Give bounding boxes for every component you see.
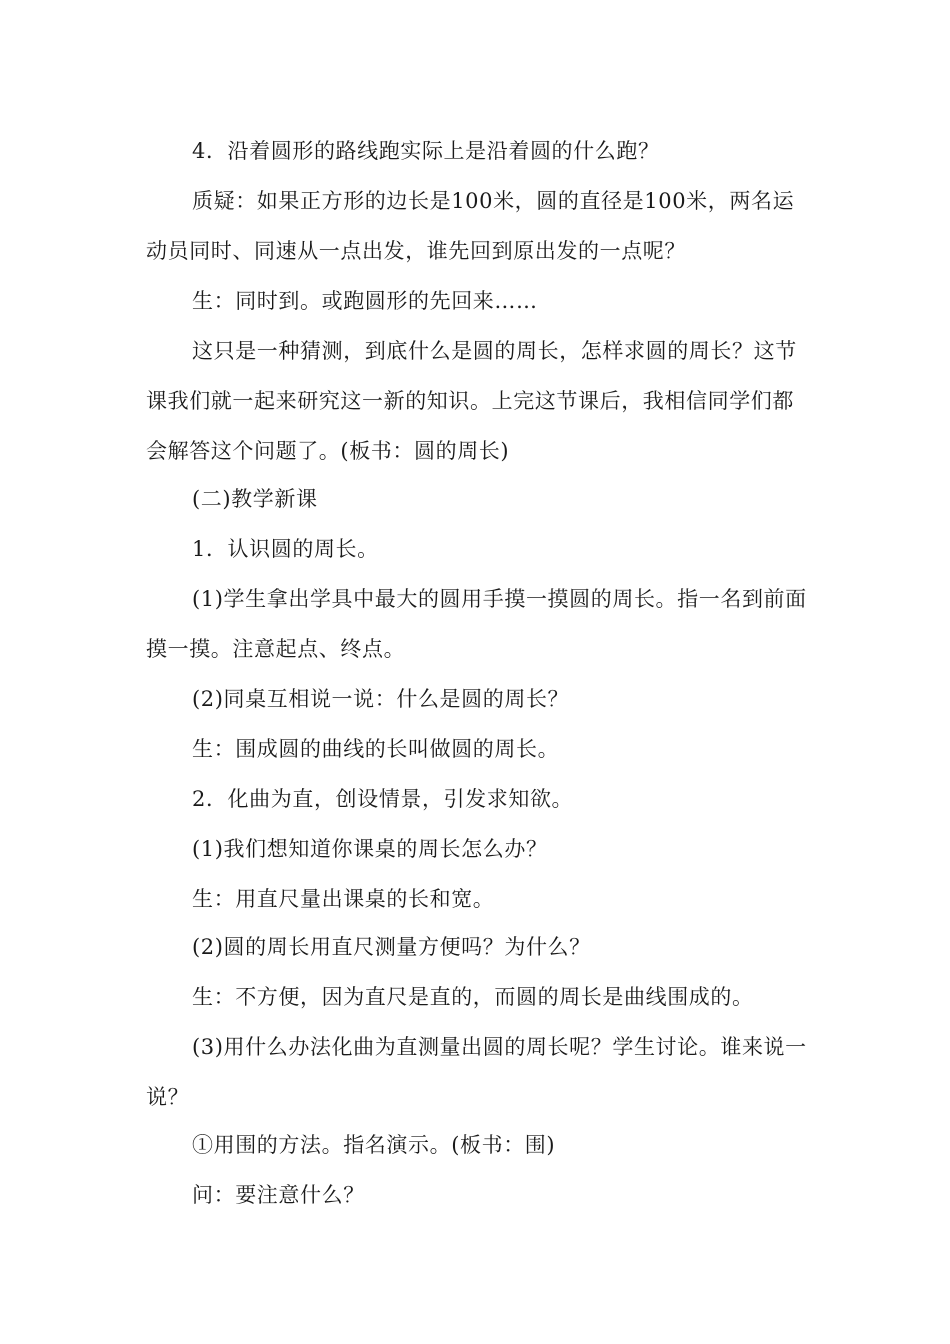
- paragraph-question-4: 4．沿着圆形的路线跑实际上是沿着圆的什么跑？: [192, 139, 660, 163]
- paragraph-step-1-2: (2)同桌互相说一说：什么是圆的周长？: [192, 687, 570, 711]
- step-heading-1: 1．认识圆的周长。: [192, 537, 379, 561]
- section-heading-new-lesson: (二)教学新课: [192, 487, 318, 511]
- step-heading-2: 2．化曲为直，创设情景，引发求知欲。: [192, 787, 574, 811]
- paragraph-step-2-3: (3)用什么办法化曲为直测量出圆的周长呢？学生讨论。谁来说一说？: [146, 1035, 807, 1109]
- paragraph-student-ruler: 生：用直尺量出课桌的长和宽。: [192, 887, 495, 911]
- paragraph-student-definition: 生：围成圆的曲线的长叫做圆的周长。: [192, 737, 560, 761]
- paragraph-question-attention: 问：要注意什么？: [192, 1183, 365, 1207]
- paragraph-student-answer: 生：同时到。或跑圆形的先回来……: [192, 289, 538, 313]
- paragraph-step-1-1: (1)学生拿出学具中最大的圆用手摸一摸圆的周长。指一名到前面摸一摸。注意起点、终点。: [146, 587, 807, 661]
- paragraph-method-wrap: ①用围的方法。指名演示。(板书：围): [192, 1133, 556, 1157]
- paragraph-student-inconvenient: 生：不方便，因为直尺是直的，而圆的周长是曲线围成的。: [192, 985, 754, 1009]
- paragraph-introduction: 这只是一种猜测，到底什么是圆的周长，怎样求圆的周长？这节课我们就一起来研究这一新的知识。上完这节课后，我相信同学们都会解答这个问题了。(板书：圆的周长): [146, 339, 797, 463]
- paragraph-challenge: 质疑：如果正方形的边长是100米，圆的直径是100米，两名运动员同时、同速从一点出发，谁先回到原出发的一点呢？: [146, 189, 795, 263]
- paragraph-step-2-1: (1)我们想知道你课桌的周长怎么办？: [192, 837, 548, 861]
- paragraph-step-2-2: (2)圆的周长用直尺测量方便吗？为什么？: [192, 935, 591, 959]
